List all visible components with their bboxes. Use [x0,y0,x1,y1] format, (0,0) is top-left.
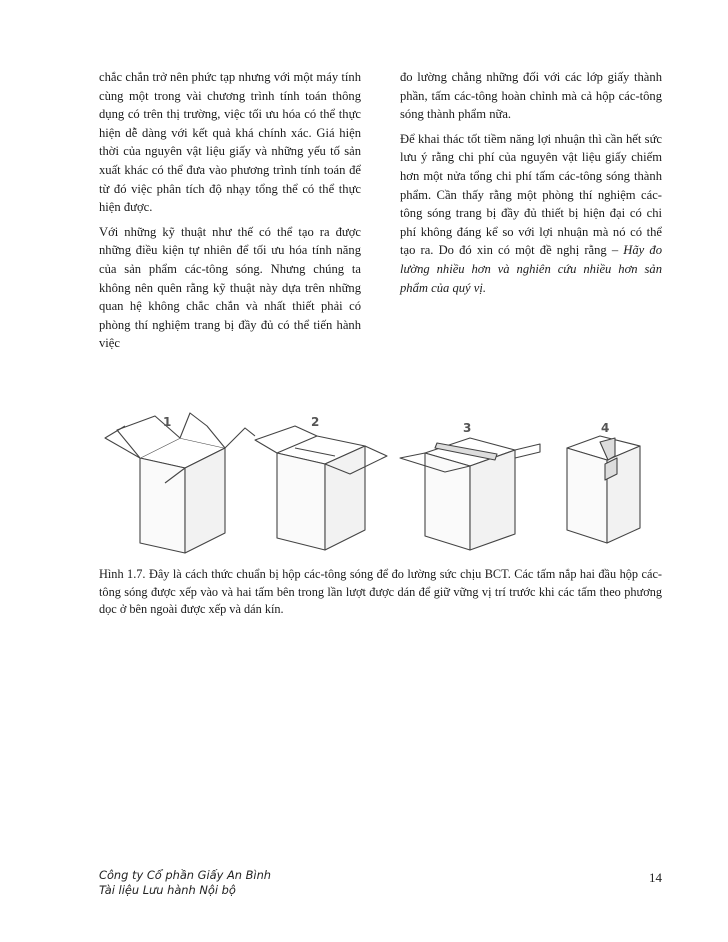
footer-note: Tài liệu Lưu hành Nội bộ [99,883,236,897]
left-paragraph-1: chắc chắn trở nên phức tạp nhưng với một máy tính cùng một trong vài chương trình tính toán thông dụng có trên thị trường, việc tối ưu hóa có thể thực hiện dễ dàng với kết quả khá chính xác. Giá hiện thời của nguyên vật liệu giấy và những yếu tố sản xuất khác có thể đưa vào phương trình tính toán để từ đó việc phân tích độ nhạy tổng thể có thể thực hiện được. [99,70,361,215]
page-number: 14 [649,870,662,885]
figure-label-3: 3 [463,421,472,435]
figure-label-2: 2 [311,415,320,429]
box-4-illustration [567,436,640,543]
figure-label-1: 1 [163,415,172,429]
box-1-illustration [105,413,255,553]
right-paragraph-1: đo lường chẳng những đối với các lớp giấy thành phần, tấm các-tông hoàn chỉnh mà cả hộp các-tông sóng thành phẩm nữa. [400,70,662,122]
box-2-illustration [255,426,387,550]
left-column [99,68,361,359]
right-paragraph-2-text: Để khai thác tốt tiềm năng lợi nhuận thì cần hết sức lưu ý rằng chi phí của nguyên vật liệu giấy chiếm hơn một nửa tổng chi phí tấm các-tông sóng thành phẩm. Cần thấy rằng một phòng thí nghiệm các-tông sóng trang bị đầy đủ thiết bị hiện đại có chi phí không đáng kể so với lợi nhuận mà nó có thể tạo ra. Do đó xin có một đề nghị rằng – [400,131,662,258]
left-paragraph-2: Với những kỹ thuật như thế có thể tạo ra được những điều kiện tự nhiên để tối ưu hóa tính năng của sản phẩm các-tông sóng. Nhưng chúng ta không nên quên rằng kỹ thuật này dựa trên những quan hệ không chắc chắn và nhất thiết phải có phòng thí nghiệm trang bị đầy đủ có thể tiến hành việc [99,224,361,351]
figure-caption: Hình 1.7. Đây là cách thức chuẩn bị hộp các-tông sóng để đo lường sức chịu BCT. Các tấm nắp hai đầu hộp các-tông sóng được xếp vào và hai tấm bên trong lần lượt được dán để giữ vững vị trí trước khi các tấm theo phương dọc ở bên ngoài được xếp và dán kín. [99,567,662,617]
box-preparation-figure [95,408,675,558]
box-3-illustration [400,438,540,550]
page-footer [99,868,662,898]
right-paragraph-2 [400,130,662,297]
right-paragraph-2-emphasis: Hãy đo lường nhiều hơn và nghiên cứu nhiều hơn sản phẩm của quý vị. [400,243,662,295]
footer-company: Công ty Cổ phần Giấy An Bình [99,868,272,882]
figure-label-4: 4 [601,421,610,435]
right-column [400,68,662,303]
